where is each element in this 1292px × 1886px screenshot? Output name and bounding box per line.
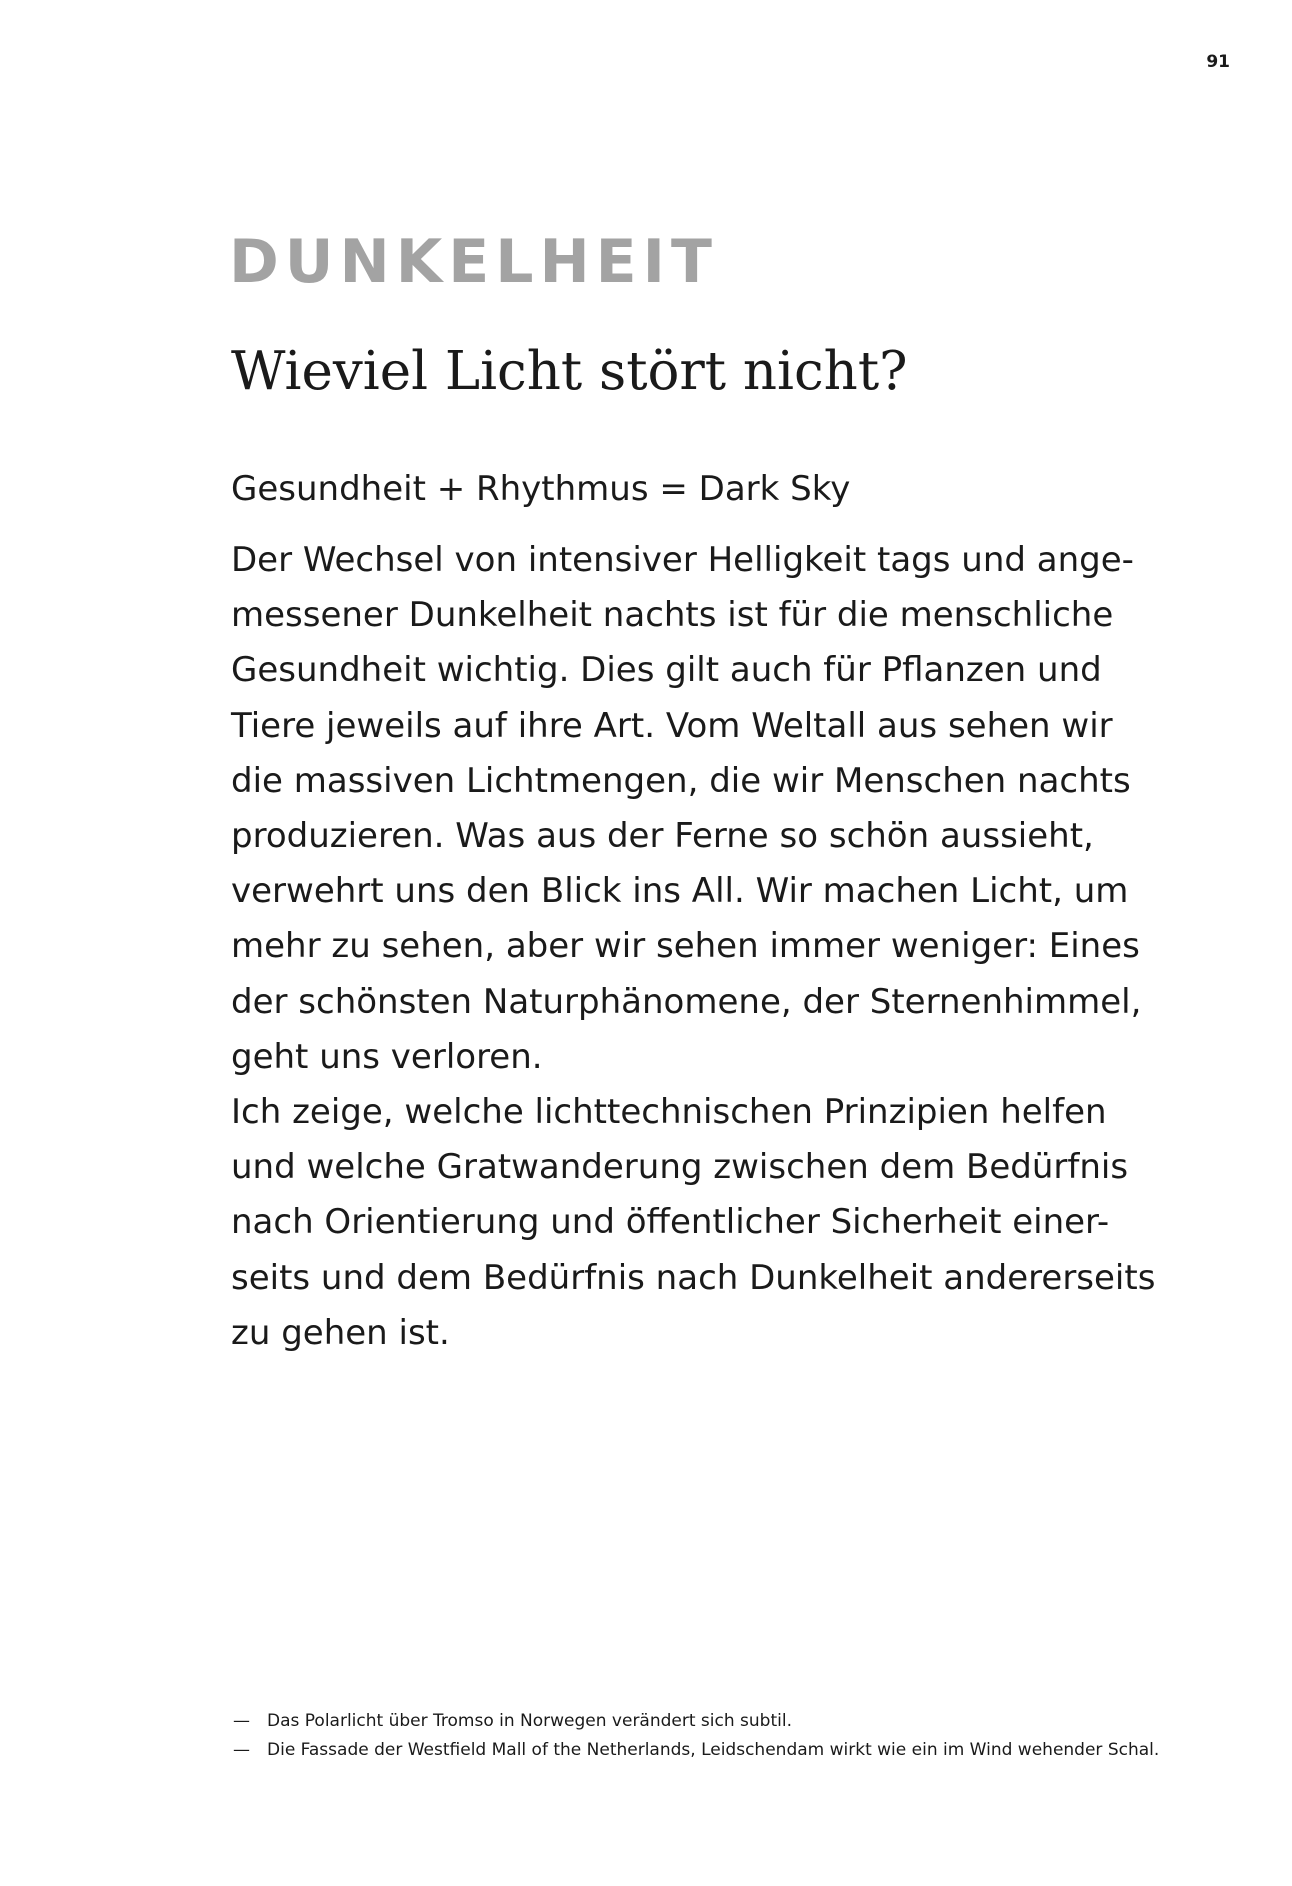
body-line: und welche Gratwanderung zwischen dem Bedürfnis — [231, 1147, 1129, 1188]
caption-dash: — — [233, 1740, 250, 1760]
caption-dash: — — [233, 1711, 250, 1731]
body-line: Ich zeige, welche lichttechnischen Prinzipien helfen — [231, 1092, 1107, 1133]
body-line: der schönsten Naturphänomene, der Sternenhimmel, — [231, 981, 1142, 1022]
section-title: DUNKELHEIT — [229, 227, 718, 297]
body-line: Tiere jeweils auf ihre Art. Vom Weltall aus sehen wir — [231, 705, 1113, 746]
body-line: Der Wechsel von intensiver Helligkeit tags und ange- — [231, 540, 1134, 580]
body-line: nach Orientierung und öffentlicher Sicherheit einer- — [231, 1202, 1110, 1243]
caption-text: Die Fassade der Westfield Mall of the Netherlands, Leidschendam wirkt wie ein im Wind wehender Schal. — [267, 1740, 1160, 1760]
body-line: verwehrt uns den Blick ins All. Wir machen Licht, um — [231, 871, 1129, 912]
headline: Wieviel Licht stört nicht? — [231, 341, 908, 402]
body-line: die massiven Lichtmengen, die wir Menschen nachts — [231, 760, 1131, 801]
page-number: 91 — [1206, 52, 1230, 72]
body-line: mehr zu sehen, aber wir sehen immer weniger: Eines — [231, 926, 1140, 967]
caption-item — [233, 1707, 1233, 1736]
body-text — [231, 533, 1191, 1361]
image-captions — [233, 1707, 1233, 1765]
subheading: Gesundheit + Rhythmus = Dark Sky — [231, 469, 851, 509]
caption-text: Das Polarlicht über Tromso in Norwegen verändert sich subtil. — [267, 1711, 792, 1731]
body-line: messener Dunkelheit nachts ist für die menschliche — [231, 595, 1114, 636]
body-line: produzieren. Was aus der Ferne so schön aussieht, — [231, 816, 1094, 857]
body-line: seits und dem Bedürfnis nach Dunkelheit andererseits — [231, 1257, 1156, 1298]
body-line: Gesundheit wichtig. Dies gilt auch für Pflanzen und — [231, 650, 1102, 691]
body-line: zu gehen ist. — [231, 1312, 450, 1353]
body-line: geht uns verloren. — [231, 1036, 543, 1077]
caption-item — [233, 1736, 1233, 1765]
